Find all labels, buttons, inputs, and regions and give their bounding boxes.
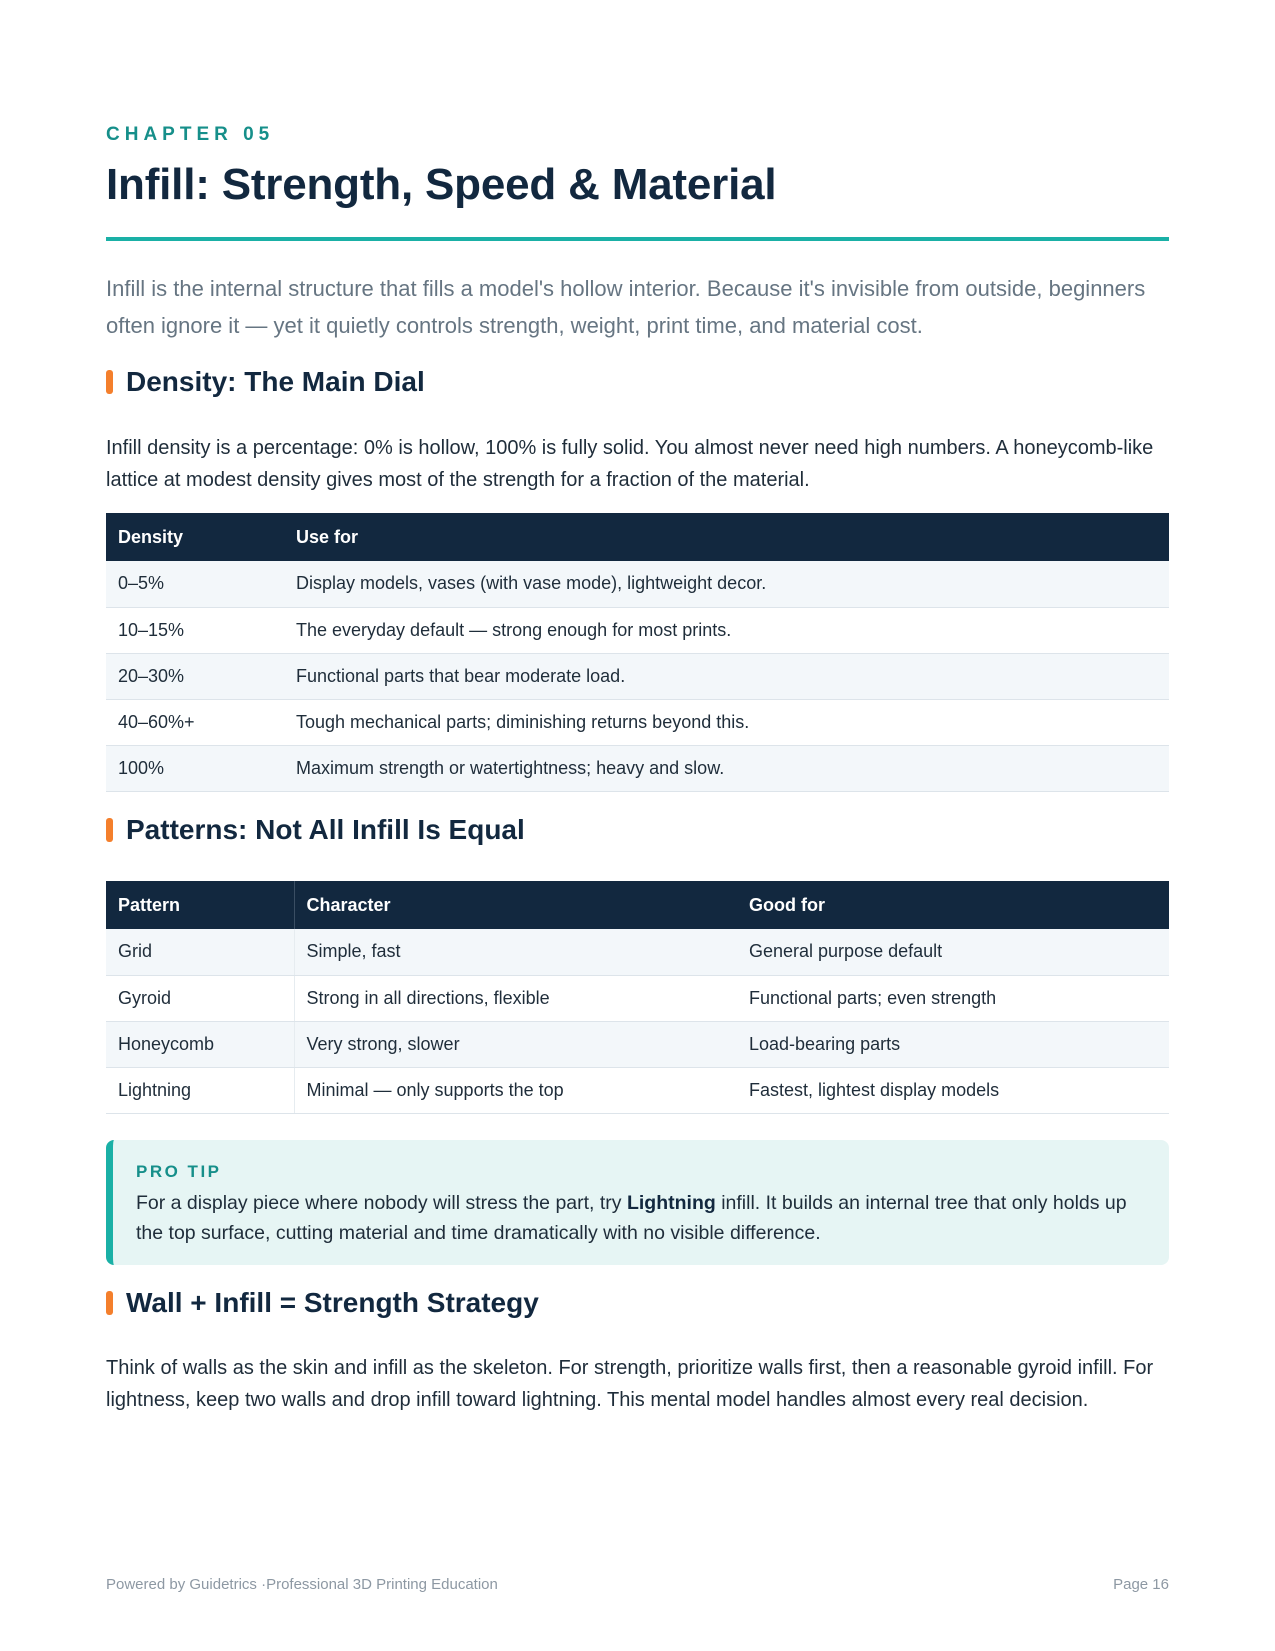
page-title: Infill: Strength, Speed & Material [106, 160, 777, 209]
use-cell: Tough mechanical parts; diminishing returns beyond this. [284, 699, 1169, 745]
patterns-heading-text: Patterns: Not All Infill Is Equal [126, 814, 525, 845]
section-marker-icon [106, 1291, 113, 1315]
character-cell: Very strong, slower [294, 1021, 737, 1067]
intro-paragraph: Infill is the internal structure that fills a model's hollow interior. Because it's invisible from outside, beginners often ignore it — yet it quietly controls strength, weight, print time, and material cost. [106, 276, 1146, 338]
character-cell: Strong in all directions, flexible [294, 975, 737, 1021]
column-header: Density [106, 513, 284, 561]
density-table-header [106, 513, 1169, 561]
table-row [106, 975, 1169, 1021]
pattern-cell: Grid [106, 929, 294, 975]
chapter-label: CHAPTER 05 [106, 124, 275, 145]
page-number: Page 16 [1113, 1576, 1169, 1593]
strategy-heading [106, 1287, 539, 1319]
column-header: Good for [737, 881, 1169, 929]
patterns-table-header [106, 881, 1169, 929]
use-cell: Maximum strength or watertightness; heavy and slow. [284, 745, 1169, 791]
pro-tip-text-after: infill. It builds an internal tree that only holds up the top surface, cutting material and time dramatically with no visible difference. [136, 1192, 1127, 1244]
strategy-heading-text: Wall + Infill = Strength Strategy [126, 1287, 539, 1318]
section-marker-icon [106, 370, 113, 394]
density-table [106, 513, 1169, 792]
column-header: Character [294, 881, 737, 929]
strategy-paragraph: Think of walls as the skin and infill as the skeleton. For strength, prioritize walls first, then a reasonable gyroid infill. For lightness, keep two walls and drop infill toward lightning. This mental model handles almost every real decision. [106, 1357, 1154, 1411]
good-for-cell: Functional parts; even strength [737, 975, 1169, 1021]
title-divider [106, 237, 1169, 241]
column-header: Use for [284, 513, 1169, 561]
density-cell: 10–15% [106, 607, 284, 653]
density-cell: 20–30% [106, 653, 284, 699]
table-row [106, 745, 1169, 791]
density-cell: 100% [106, 745, 284, 791]
patterns-heading [106, 814, 525, 846]
density-heading [106, 366, 425, 398]
density-cell: 40–60%+ [106, 699, 284, 745]
pro-tip-callout [106, 1140, 1169, 1265]
density-cell: 0–5% [106, 561, 284, 607]
table-row [106, 1021, 1169, 1067]
column-header: Pattern [106, 881, 294, 929]
table-row [106, 1067, 1169, 1113]
density-heading-text: Density: The Main Dial [126, 366, 425, 397]
pattern-cell: Honeycomb [106, 1021, 294, 1067]
pattern-cell: Gyroid [106, 975, 294, 1021]
pro-tip-label: PRO TIP [136, 1162, 222, 1181]
use-cell: Functional parts that bear moderate load. [284, 653, 1169, 699]
pro-tip-text-before: For a display piece where nobody will stress the part, try [136, 1192, 627, 1214]
table-row [106, 929, 1169, 975]
table-row [106, 653, 1169, 699]
footer-credit: Powered by Guidetrics ·Professional 3D Printing Education [106, 1576, 498, 1593]
table-row [106, 699, 1169, 745]
character-cell: Minimal — only supports the top [294, 1067, 737, 1113]
pro-tip-highlight: Lightning [626, 1192, 716, 1214]
density-paragraph: Infill density is a percentage: 0% is hollow, 100% is fully solid. You almost never need high numbers. A honeycomb-like lattice at modest density gives most of the strength for a fraction of the material. [106, 437, 1154, 491]
pattern-cell: Lightning [106, 1067, 294, 1113]
good-for-cell: General purpose default [737, 929, 1169, 975]
good-for-cell: Load-bearing parts [737, 1021, 1169, 1067]
patterns-table [106, 881, 1169, 1114]
pro-tip-text [136, 1188, 1146, 1248]
character-cell: Simple, fast [294, 929, 737, 975]
table-row [106, 561, 1169, 607]
section-marker-icon [106, 818, 113, 842]
use-cell: Display models, vases (with vase mode), lightweight decor. [284, 561, 1169, 607]
use-cell: The everyday default — strong enough for most prints. [284, 607, 1169, 653]
good-for-cell: Fastest, lightest display models [737, 1067, 1169, 1113]
table-row [106, 607, 1169, 653]
